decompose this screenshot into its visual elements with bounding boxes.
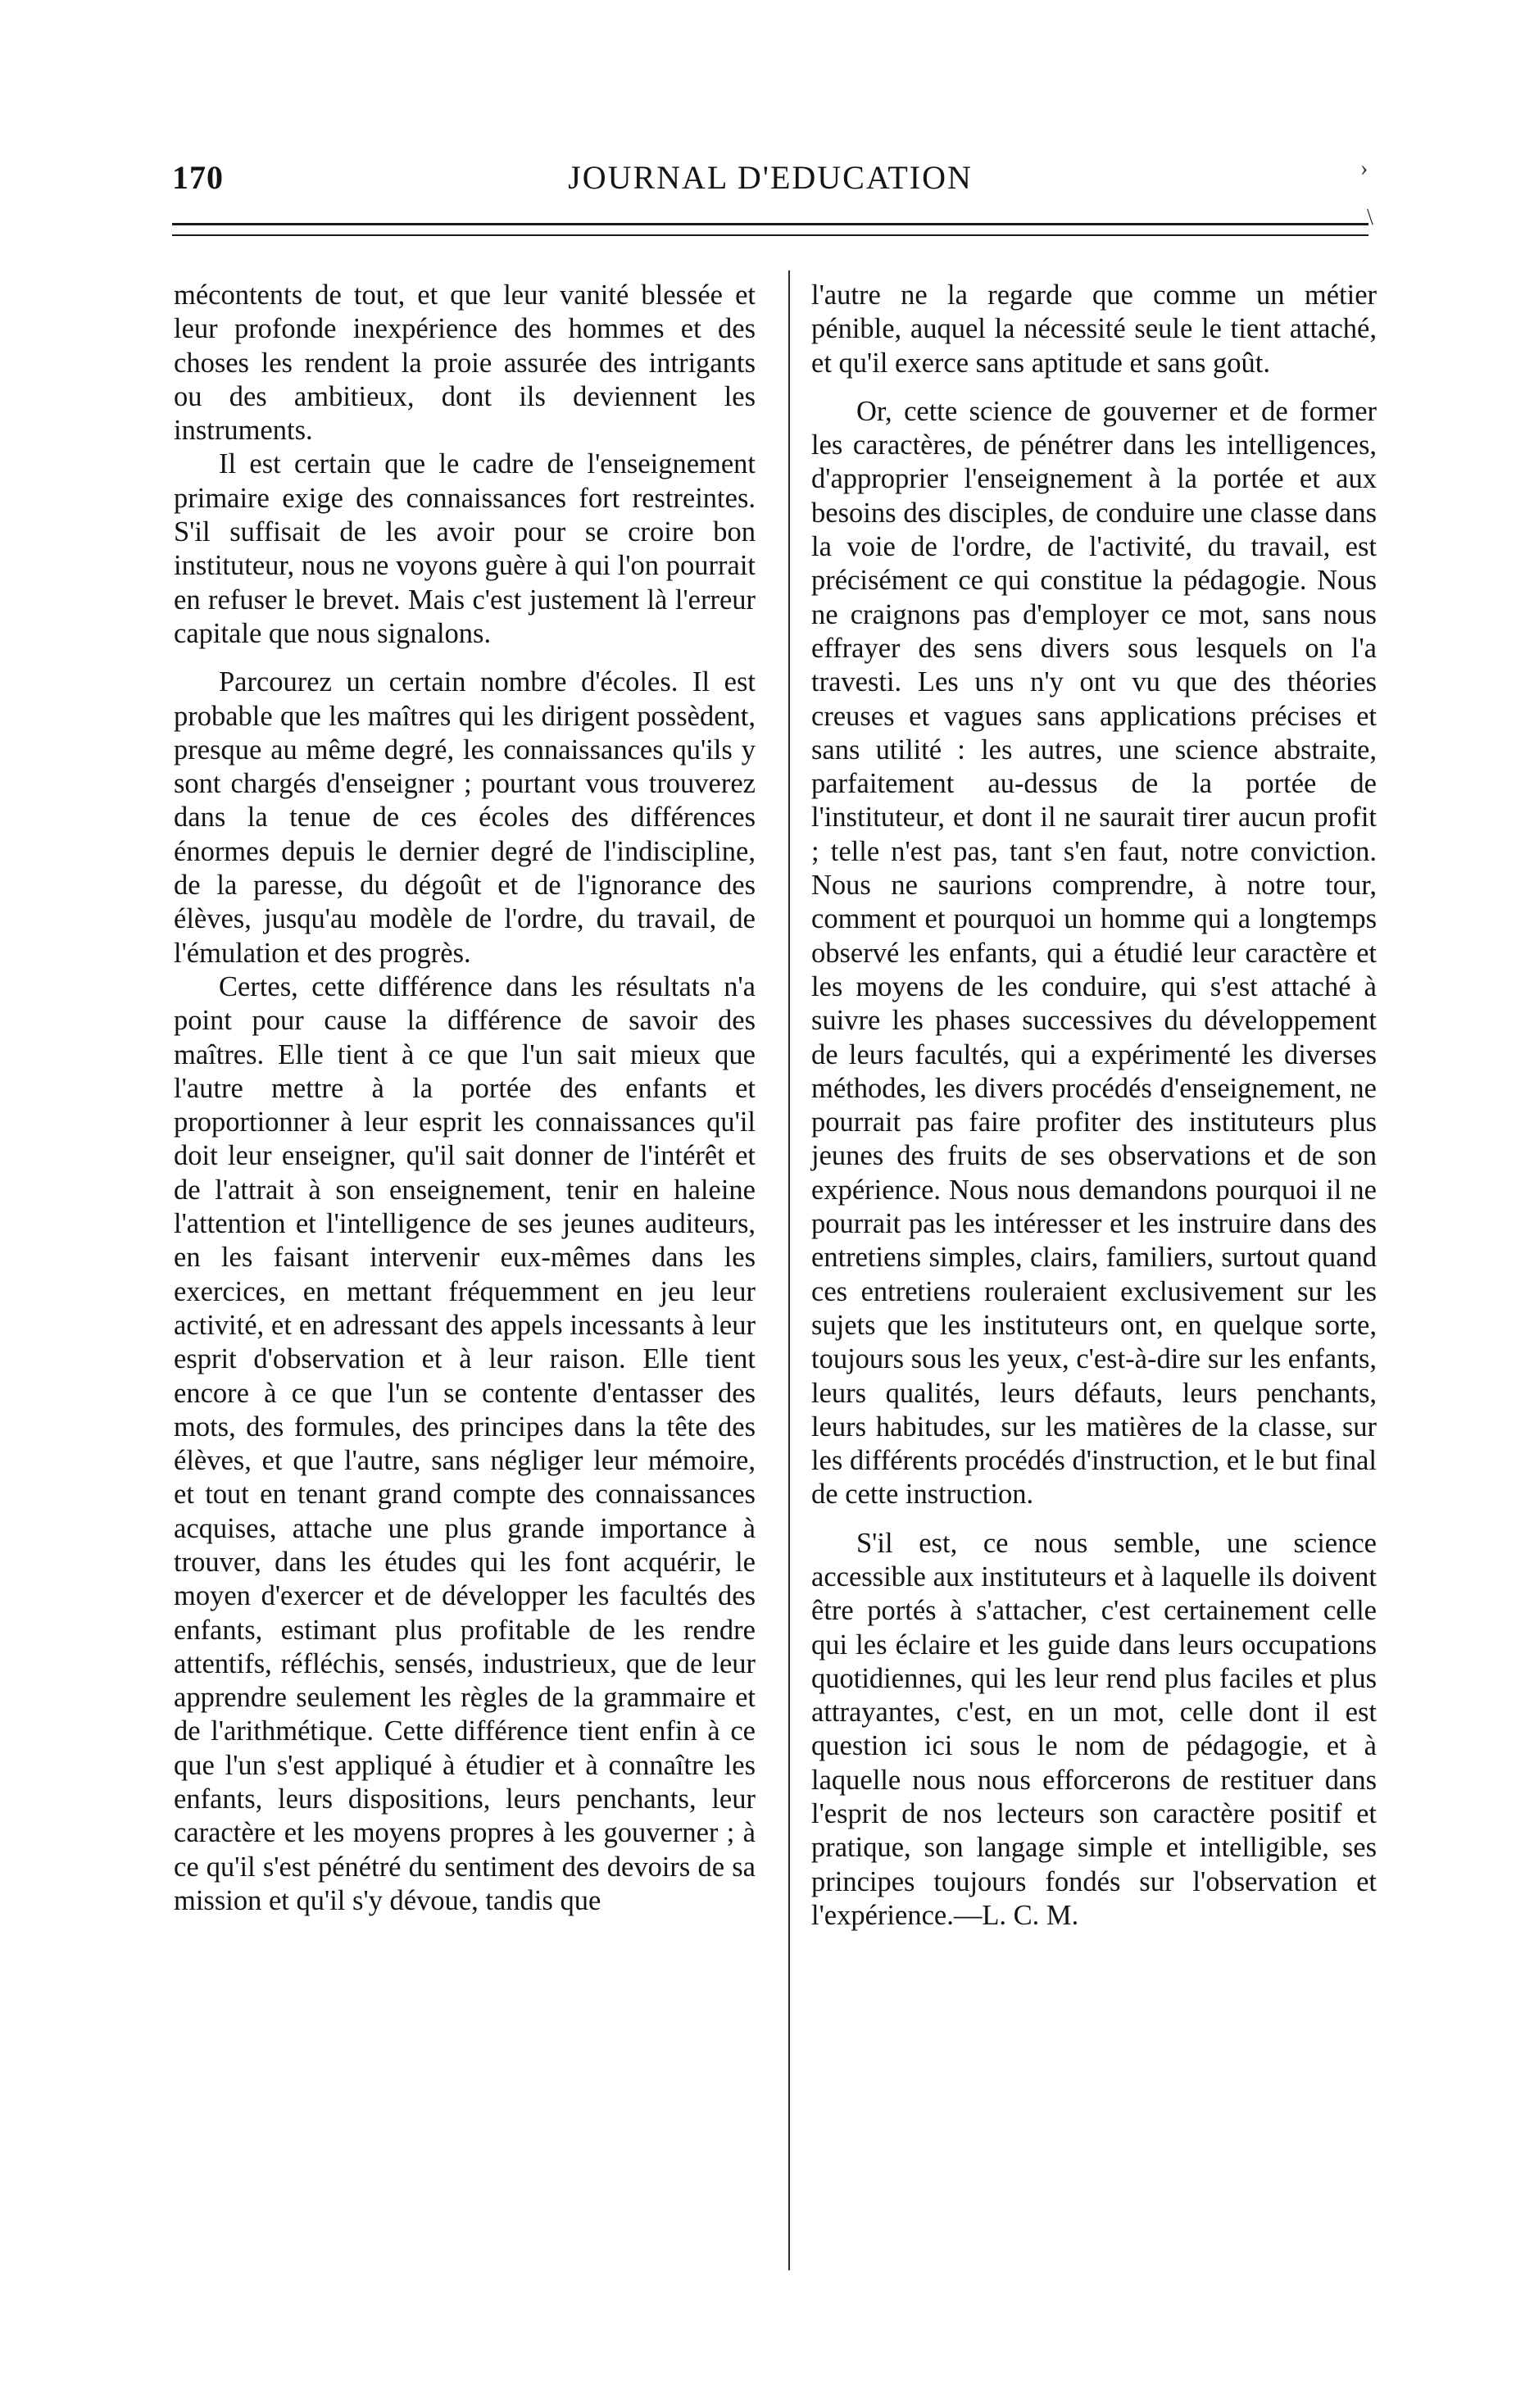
paragraph: l'autre ne la regarde que comme un métier pénible, auquel la nécessité seule le tient attaché, et qu'il exerce sans aptitude et sans goût. — [811, 279, 1377, 379]
page-number: 170 — [172, 159, 224, 196]
journal-title: JOURNAL D'EDUCATION — [568, 159, 973, 196]
paragraph: Il est certain que le cadre de l'enseignement primaire exige des connaissances fort restreintes. S'il suffisait de les avoir pour se croire bon instituteur, nous ne voyons guère à qui l'on pourrait en refuser le brevet. Mais c'est justement là l'erreur capitale que nous signalons. — [174, 448, 756, 649]
right-column — [811, 279, 1377, 1933]
page-header — [172, 158, 1368, 216]
paragraph: Certes, cette différence dans les résultats n'a point pour cause la différence de savoir des maîtres. Elle tient à ce que l'un sait mieux que l'autre mettre à la portée des enfants et proportionner à leur esprit les connaissances qu'il doit leur enseigner, qu'il sait donner de l'intérêt et de l'attrait à son enseignement, tenir en haleine l'attention et l'intelligence de ses jeunes auditeurs, en les faisant intervenir eux-mêmes dans les exercices, en mettant fréquemment en jeu leur activité, et en adressant des appels incessants à leur esprit d'observation et à leur raison. Elle tient encore à ce que l'un se contente d'entasser des mots, des formules, des principes dans la tête des élèves, et que l'autre, sans négliger leur mémoire, et tout en tenant grand compte des connaissances acquises, attache une plus grande importance à trouver, dans les études qui les font acquérir, le moyen d'exercer et de développer les facultés des enfants, estimant plus profitable de les rendre attentifs, réfléchis, sensés, industrieux, que de leur apprendre seulement les règles de la grammaire et de l'arithmétique. Cette différence tient enfin à ce que l'un s'est appliqué à étudier et à connaître les enfants, leurs dispositions, leurs penchants, leur caractère et les moyens propres à les gouverner ; à ce qu'il s'est pénétré du sentiment des devoirs de sa mission et qu'il s'y dévoue, tandis que — [174, 970, 756, 1916]
paragraph: S'il est, ce nous semble, une science accessible aux instituteurs et à laquelle ils doivent être portés à s'attacher, c'est certainement celle qui les éclaire et les guide dans leurs occupations quotidiennes, qui les leur rend plus faciles et plus attrayantes, c'est, en un mot, celle dont il est question ici sous le nom de pédagogie, et à laquelle nous nous efforcerons de restituer dans l'esprit de nos lecteurs son caractère positif et pratique, son langage simple et intelligible, ses principes toujours fondés sur l'observation et l'expérience.—L. C. M. — [811, 1527, 1377, 1931]
header-rule-thick — [172, 223, 1368, 225]
margin-mark-icon: \ — [1367, 205, 1373, 230]
header-rule-thin — [172, 234, 1368, 236]
left-column — [174, 279, 756, 1918]
column-divider — [788, 270, 790, 2270]
paragraph: Or, cette science de gouverner et de former les caractères, de pénétrer dans les intelligences, d'approprier l'enseignement à la portée et aux besoins des disciples, de conduire une classe dans la voie de l'ordre, de l'activité, du travail, est précisément ce qui constitue la pédagogie. Nous ne craignons pas d'employer ce mot, sans nous effrayer des sens divers sous lesquels on l'a travesti. Les uns n'y ont vu que des théories creuses et vagues sans applications précises et sans utilité : les autres, une science abstraite, parfaitement au-dessus de la portée de l'instituteur, et dont il ne saurait tirer aucun profit ; telle n'est pas, tant s'en faut, notre conviction. Nous ne saurions comprendre, à notre tour, comment et pourquoi un homme qui a longtemps observé les enfants, qui a étudié leur caractère et les moyens de les conduire, qui s'est attaché à suivre les phases successives du développement de leurs facultés, qui a expérimenté les diverses méthodes, les divers procédés d'enseignement, ne pourrait pas faire profiter des instituteurs plus jeunes des fruits de ses observations et de son expérience. Nous nous demandons pourquoi il ne pourrait pas les intéresser et les instruire dans des entretiens simples, clairs, familiers, surtout quand ces entretiens rouleraient exclusivement sur les sujets que les instituteurs ont, en quelque sorte, toujours sous les yeux, c'est-à-dire sur les enfants, leurs qualités, leurs défauts, leurs penchants, leurs habitudes, sur les matières de la classe, sur les différents procédés d'instruction, et le but final de cette instruction. — [811, 395, 1377, 1511]
paragraph: mécontents de tout, et que leur vanité blessée et leur profonde inexpérience des hommes et des choses les rendent la proie assurée des intrigants ou des ambitieux, dont ils deviennent les instruments. — [174, 279, 756, 447]
margin-mark-icon: › — [1360, 156, 1368, 181]
paragraph: Parcourez un certain nombre d'écoles. Il est probable que les maîtres qui les dirigent possèdent, presque au même degré, les connaissances qu'ils y sont chargés d'enseigner ; pourtant vous trouverez dans la tenue de ces écoles des différences énormes depuis le dernier degré de l'indiscipline, de la paresse, du dégoût et de l'ignorance des élèves, jusqu'au modèle de l'ordre, du travail, de l'émulation et des progrès. — [174, 666, 756, 969]
